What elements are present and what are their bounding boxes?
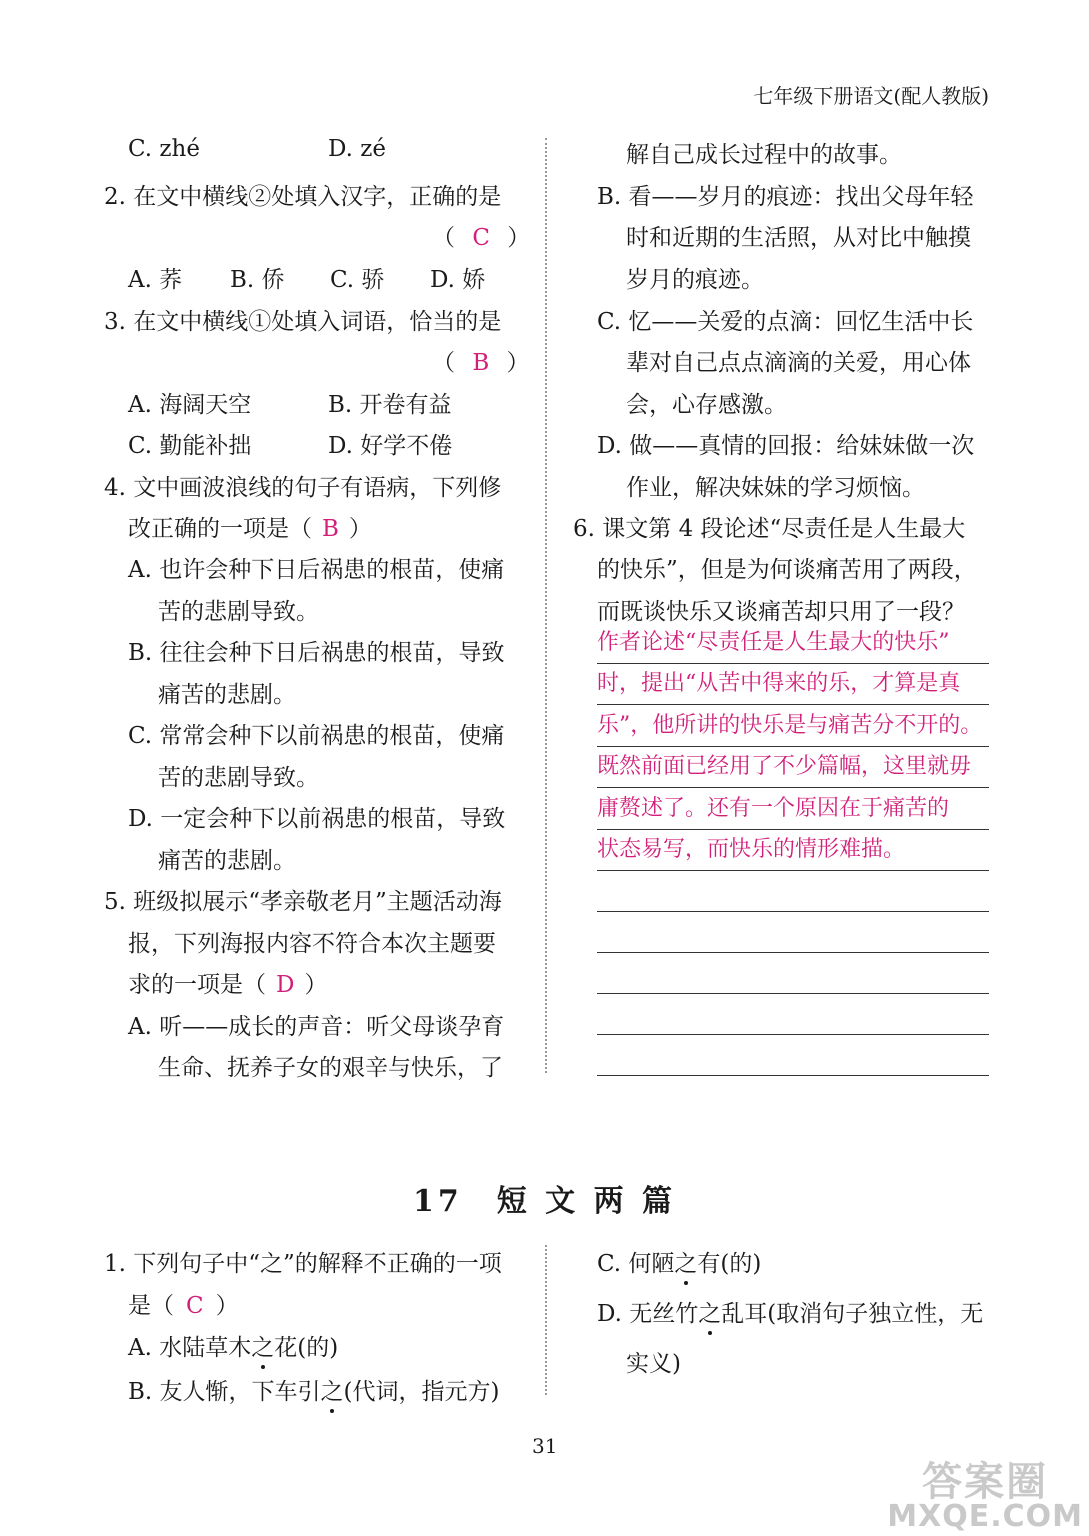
section-title: 17 短 文 两 篇 bbox=[412, 1184, 677, 1219]
option-text: D. 无丝竹 bbox=[597, 1301, 699, 1327]
watermark-logo bbox=[887, 1459, 1083, 1534]
option-text: 有(的) bbox=[697, 1251, 762, 1277]
watermark-line2: MXQE.COM bbox=[887, 1499, 1083, 1534]
q5-stem-line3 bbox=[128, 966, 327, 999]
answer-blank-line bbox=[597, 993, 989, 994]
q4-stem-text: 改正确的一项是（ bbox=[128, 516, 312, 542]
q4-option-c-line2: 苦的悲剧导致。 bbox=[158, 765, 319, 791]
q4-option-d-line2: 痛苦的悲剧。 bbox=[158, 848, 296, 874]
q2-stem: 2. 在文中横线②处填入汉字，正确的是 bbox=[104, 184, 502, 210]
q5-option-c-line1: C. 忆——关爱的点滴：回忆生活中长 bbox=[597, 309, 974, 335]
q2-option-c: C. 骄 bbox=[330, 267, 385, 293]
q5-option-b-line2: 时和近期的生活照，从对比中触摸 bbox=[626, 225, 971, 251]
q3-option-a: A. 海阔天空 bbox=[128, 392, 252, 418]
q6-stem-line3: 而既谈快乐又谈痛苦却只用了一段？ bbox=[597, 599, 965, 625]
option-text: C. 何陋 bbox=[597, 1251, 675, 1277]
answer-blank-line bbox=[597, 1034, 989, 1035]
q6-answer-line-1: 作者论述“尽责任是人生最大的快乐” bbox=[597, 623, 989, 664]
q5-stem-text: 求的一项是（ bbox=[128, 972, 266, 998]
q5-option-a-line2: 生命、抚养子女的艰辛与快乐，了 bbox=[158, 1055, 503, 1081]
q2-answer: C bbox=[472, 225, 490, 251]
q4-option-d-line1: D. 一定会种下以前祸患的根苗，导致 bbox=[128, 806, 506, 832]
s17-q1-option-d-line1 bbox=[597, 1295, 983, 1328]
q5-stem-line2: 报，下列海报内容不符合本次主题要 bbox=[128, 931, 496, 957]
q3-paren-close: ） bbox=[506, 350, 530, 376]
q6-answer-line-3: 乐”，他所讲的快乐是与痛苦分不开的。 bbox=[597, 706, 989, 747]
s17-q1-option-d-line2: 实义) bbox=[626, 1351, 681, 1377]
q5-option-d-line2: 作业，解决妹妹的学习烦恼。 bbox=[626, 475, 925, 501]
q5-option-a-line3: 解自己成长过程中的故事。 bbox=[626, 142, 902, 168]
q6-answer-line-4: 既然前面已经用了不少篇幅，这里就毋 bbox=[597, 747, 989, 788]
q6-answer-line-5: 庸赘述了。还有一个原因在于痛苦的 bbox=[597, 789, 989, 830]
q2-paren-open: （ bbox=[432, 225, 455, 251]
q4-option-a-line1: A. 也许会种下日后祸患的根苗，使痛 bbox=[128, 557, 505, 583]
emphasis-mark-char: 之 bbox=[321, 1373, 344, 1406]
option-text: A. 水陆草木 bbox=[128, 1335, 252, 1361]
q2-option-a: A. 荞 bbox=[128, 267, 183, 293]
q4-stem-line2 bbox=[128, 510, 372, 543]
q5-paren-close: ） bbox=[304, 972, 328, 998]
watermark-line1: 答案圈 bbox=[922, 1459, 1049, 1505]
answer-blank-line bbox=[597, 952, 989, 953]
q4-option-b-line2: 痛苦的悲剧。 bbox=[158, 682, 296, 708]
q2-answer-paren bbox=[432, 219, 530, 252]
q4-option-c-line1: C. 常常会种下以前祸患的根苗，使痛 bbox=[128, 723, 505, 749]
q3-answer-paren bbox=[432, 344, 530, 377]
s17-q1-answer: C bbox=[186, 1293, 204, 1319]
s17-q1-stem-line2 bbox=[128, 1287, 239, 1320]
q3-stem: 3. 在文中横线①处填入词语，恰当的是 bbox=[104, 309, 502, 335]
q3-answer: B bbox=[472, 350, 490, 376]
q3-option-c: C. 勤能补拙 bbox=[128, 433, 252, 459]
q5-answer: D bbox=[276, 972, 295, 998]
q5-option-c-line3: 会，心存感激。 bbox=[626, 392, 787, 418]
q6-stem-line1: 6. 课文第 4 段论述“尽责任是人生最大 bbox=[573, 516, 966, 542]
answer-blank-line bbox=[597, 1075, 989, 1076]
s17-q1-stem-line1: 1. 下列句子中“之”的解释不正确的一项 bbox=[104, 1251, 502, 1277]
q6-stem-line2: 的快乐”，但是为何谈痛苦用了两段， bbox=[597, 557, 977, 583]
book-title-header: 七年级下册语文(配人教版) bbox=[753, 84, 989, 108]
q2-paren-close: ） bbox=[507, 225, 531, 251]
s17-q1-option-a bbox=[128, 1329, 338, 1362]
q5-option-b-line3: 岁月的痕迹。 bbox=[626, 267, 764, 293]
option-text: (代词，指元方) bbox=[343, 1379, 500, 1405]
q5-option-c-line2: 辈对自己点点滴滴的关爱，用心体 bbox=[626, 350, 971, 376]
q1-option-c: C. zhé bbox=[128, 136, 200, 162]
q5-option-a-line1: A. 听——成长的声音：听父母谈孕育 bbox=[128, 1014, 505, 1040]
q3-option-b: B. 开卷有益 bbox=[328, 392, 452, 418]
q4-paren-close: ） bbox=[348, 516, 372, 542]
q2-option-d: D. 娇 bbox=[430, 267, 486, 293]
q3-option-d: D. 好学不倦 bbox=[328, 433, 453, 459]
column-divider-bottom bbox=[545, 1245, 547, 1395]
s17-q1-stem-text: 是（ bbox=[128, 1293, 174, 1319]
emphasis-mark-char: 之 bbox=[698, 1295, 721, 1328]
s17-q1-option-c bbox=[597, 1245, 761, 1278]
q6-answer-line-2: 时，提出“从苦中得来的乐，才算是真 bbox=[597, 664, 989, 705]
q4-option-b-line1: B. 往往会种下日后祸患的根苗，导致 bbox=[128, 640, 505, 666]
q4-stem-line1: 4. 文中画波浪线的句子有语病，下列修 bbox=[104, 475, 502, 501]
q5-option-d-line1: D. 做——真情的回报：给妹妹做一次 bbox=[597, 433, 975, 459]
page-number: 31 bbox=[532, 1434, 558, 1458]
emphasis-mark-char: 之 bbox=[674, 1245, 697, 1278]
q5-option-b-line1: B. 看——岁月的痕迹：找出父母年轻 bbox=[597, 184, 974, 210]
q2-option-b: B. 侨 bbox=[230, 267, 285, 293]
q1-option-d: D. zé bbox=[328, 136, 386, 162]
option-text: B. 友人惭，下车引 bbox=[128, 1379, 321, 1405]
s17-q1-option-b bbox=[128, 1373, 499, 1406]
q5-stem-line1: 5. 班级拟展示“孝亲敬老月”主题活动海 bbox=[104, 889, 502, 915]
q3-paren-open: （ bbox=[432, 350, 455, 376]
option-text: 乱耳(取消句子独立性，无 bbox=[721, 1301, 984, 1327]
q4-option-a-line2: 苦的悲剧导致。 bbox=[158, 599, 319, 625]
q6-answer-line-6: 状态易写，而快乐的情形难描。 bbox=[597, 830, 989, 871]
s17-q1-paren-close: ） bbox=[215, 1293, 239, 1319]
q4-answer: B bbox=[322, 516, 339, 542]
emphasis-mark-char: 之 bbox=[251, 1329, 274, 1362]
answer-blank-line bbox=[597, 911, 989, 912]
column-divider-top bbox=[545, 138, 547, 1073]
option-text: 花(的) bbox=[274, 1335, 339, 1361]
